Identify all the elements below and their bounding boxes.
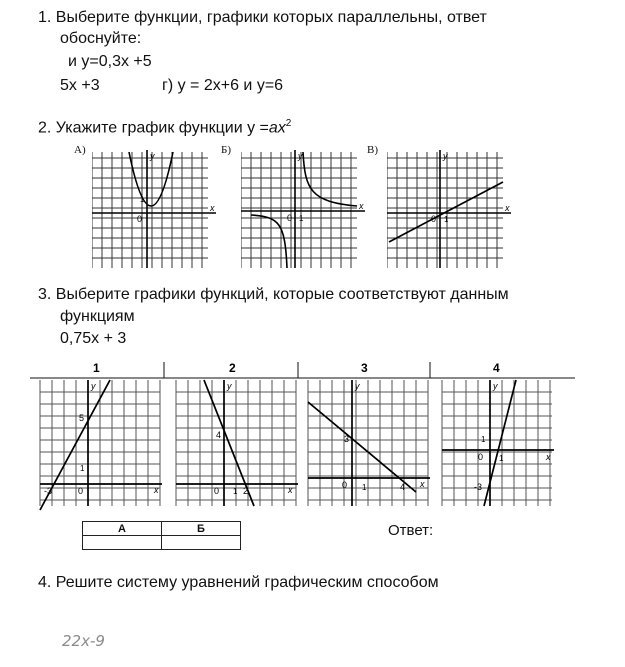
q3-graph-2 — [176, 380, 298, 506]
q1-option-line: и у=0,3х +5 — [68, 53, 152, 70]
q3-graph-label: 3 — [361, 361, 368, 375]
answer-cell-b[interactable] — [162, 536, 241, 550]
axis-y-label: y — [150, 151, 155, 161]
tick-label: 1 — [233, 487, 238, 496]
axis-x-label: x — [420, 479, 425, 489]
axis-x-label: x — [505, 203, 510, 213]
axis-y-label: y — [493, 381, 498, 391]
tick-label: 1 — [299, 214, 304, 223]
tick-label: -3 — [44, 486, 53, 496]
tick-label: 1 — [481, 435, 486, 444]
tick-label: 5 — [79, 413, 85, 423]
q3-graph-strip — [30, 356, 575, 512]
axis-y-label: y — [91, 381, 96, 391]
q2-formula: ах — [268, 119, 286, 137]
tick-label: 4 — [216, 430, 222, 440]
origin-label: 0 — [287, 213, 293, 223]
origin-label: 0 — [214, 486, 220, 496]
q3-graph-4 — [442, 380, 554, 506]
axis-x-label: x — [546, 452, 551, 462]
axis-y-label: y — [227, 381, 232, 391]
q1-option-line: 5х +3 — [60, 77, 100, 94]
q3-graph-3 — [308, 380, 430, 506]
origin-label: 0 — [137, 214, 143, 224]
q1-title-cont: обоснуйте: — [60, 30, 142, 47]
origin-label: 0 — [78, 486, 84, 496]
axis-y-label: y — [443, 151, 448, 161]
q2-panel-label: Б) — [221, 144, 231, 156]
tick-label: 1 — [444, 215, 449, 224]
q3-formula: 0,75х + 3 — [60, 330, 127, 347]
q2-panel-label: А) — [74, 144, 86, 156]
tick-label: -3 — [474, 482, 483, 492]
origin-label: 0 — [478, 452, 484, 462]
tick-label: 4 — [400, 482, 406, 492]
q2-title — [38, 114, 291, 137]
table-header-b: Б — [162, 522, 241, 536]
q2-panel-b — [241, 150, 369, 270]
origin-label: 0 — [431, 214, 437, 224]
q2-panel-c — [387, 150, 515, 270]
q4-title: 4. Решите систему уравнений графическим способом — [38, 574, 439, 591]
tick-label: 2 — [243, 486, 249, 496]
axis-x-label: x — [359, 201, 364, 211]
q1-option-line: г) у = 2х+6 и у=6 — [162, 77, 284, 94]
q3-graph-label: 4 — [493, 361, 500, 375]
q3-title-cont: функциям — [60, 308, 135, 325]
axis-y-label: y — [298, 151, 303, 161]
answer-label: Ответ: — [388, 522, 434, 539]
table-header-a: А — [83, 522, 162, 536]
axis-y-label: y — [355, 381, 360, 391]
q3-graph-label: 1 — [93, 361, 100, 375]
q2-panel-label: В) — [367, 144, 378, 156]
tick-label: 1 — [140, 195, 145, 204]
tick-label: 3 — [344, 434, 350, 444]
q3-graph-label: 2 — [229, 361, 236, 375]
answer-cell-a[interactable] — [83, 536, 162, 550]
origin-label: 0 — [342, 480, 348, 490]
q1-title: 1. Выберите функции, графики которых параллельны, ответ — [38, 9, 487, 26]
q2-title-text: 2. Укажите график функции у = — [38, 119, 269, 137]
q3-graph-1 — [40, 380, 162, 510]
tick-label: 1 — [362, 483, 367, 492]
axis-x-label: x — [210, 203, 215, 213]
q2-panel-a — [92, 150, 220, 270]
q2-power: 2 — [285, 118, 292, 129]
axis-x-label: x — [154, 485, 159, 495]
q3-title: 3. Выберите графики функций, которые соответствуют данным — [38, 286, 509, 303]
tick-label: 1 — [499, 454, 504, 463]
tick-label: 1 — [80, 464, 85, 473]
axis-x-label: x — [288, 485, 293, 495]
answer-table — [82, 521, 241, 550]
handwritten-note: 22х-9 — [62, 632, 105, 650]
